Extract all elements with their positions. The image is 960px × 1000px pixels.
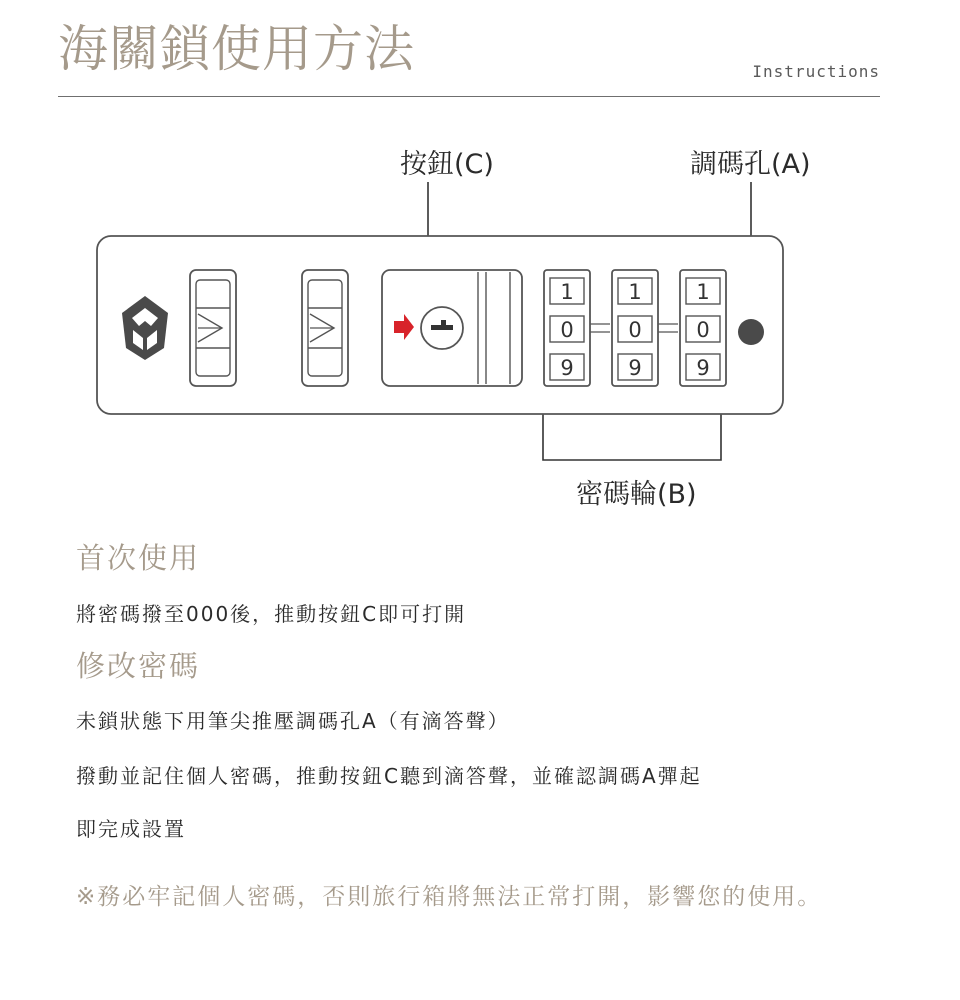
wheels-label: 密碼輪(B) [576,479,697,510]
button-label: 按鈕(C) [400,149,494,180]
section-heading-first-use: 首次使用 [76,541,201,575]
reset-hole-label: 調碼孔(A) [690,149,811,180]
wheel-digit: 9 [696,356,710,380]
lock-diagram [0,120,960,520]
wheel-1[interactable] [544,270,590,386]
slide-latch-icon [302,270,348,386]
page-title: 海關鎖使用方法 [58,20,415,78]
wheel-digit: 1 [560,280,574,304]
header-divider [58,96,880,97]
instruction-line: 撥動並記住個人密碼，推動按鈕C聽到滴答聲，並確認調碼A彈起 [76,764,702,788]
wheel-3[interactable] [680,270,726,386]
instruction-line: 將密碼撥至000後，推動按鈕C即可打開 [76,602,467,626]
wheel-digit: 9 [560,356,574,380]
page-subtitle: Instructions [752,62,880,81]
instruction-line: 未鎖狀態下用筆尖推壓調碼孔A（有滴答聲） [76,709,510,733]
slide-latch-icon [190,270,236,386]
lock-illustration [0,120,960,520]
combination-wheels [544,270,726,386]
keyhole-icon [421,307,463,349]
section-heading-change-code: 修改密碼 [76,649,201,683]
wheel-digit: 1 [628,280,642,304]
wheel-digit: 0 [628,318,642,342]
wheel-2[interactable] [612,270,658,386]
reset-hole-icon [738,319,764,345]
wheel-digit: 1 [696,280,710,304]
wheel-digit: 9 [628,356,642,380]
warning-note: ※務必牢記個人密碼，否則旅行箱將無法正常打開，影響您的使用。 [76,884,823,910]
wheel-digit: 0 [696,318,710,342]
instruction-line: 即完成設置 [76,817,186,841]
wheel-digit: 0 [560,318,574,342]
